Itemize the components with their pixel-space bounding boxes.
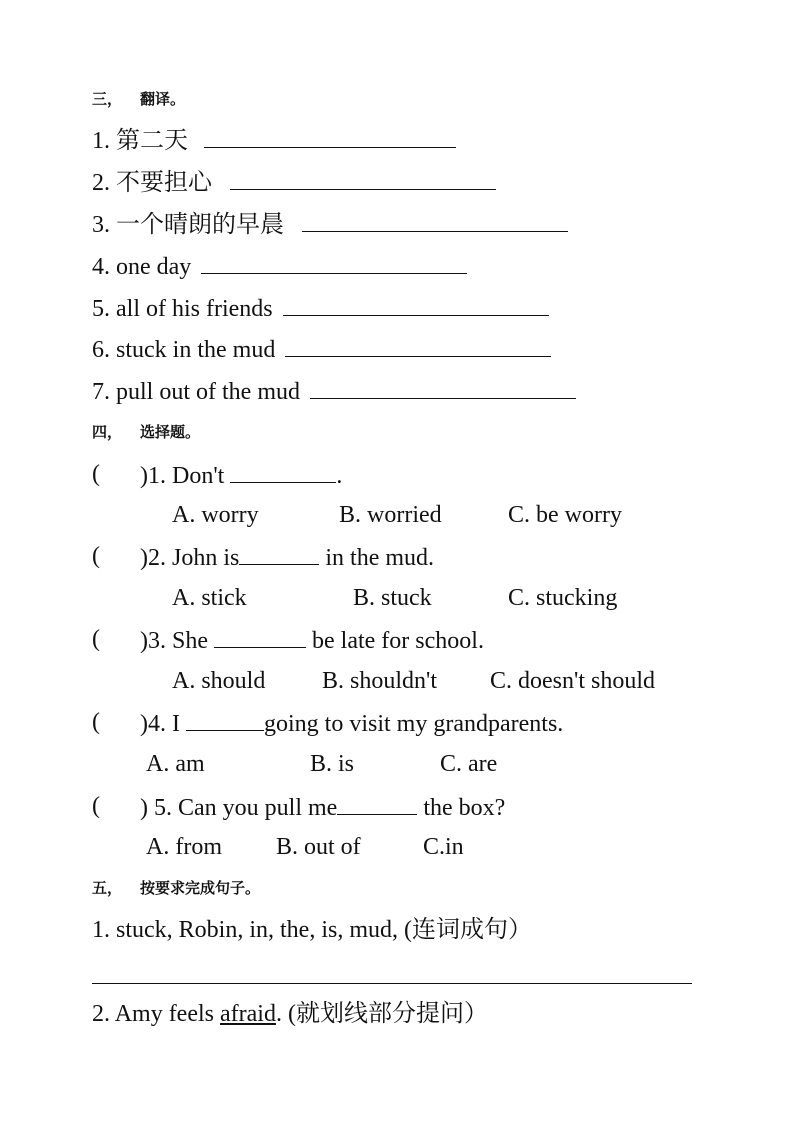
option-c[interactable]: C. be worry (508, 502, 622, 528)
answer-blank[interactable] (230, 460, 336, 483)
section-5-heading (92, 877, 260, 898)
option-b[interactable]: B. shouldn't (322, 668, 438, 694)
item-text: 不要担心 (116, 170, 212, 196)
translate-item-7 (92, 376, 576, 406)
option-c[interactable]: C. are (440, 751, 498, 777)
option-b[interactable]: B. worried (339, 502, 442, 528)
question-4 (140, 708, 563, 738)
answer-blank[interactable] (285, 334, 551, 357)
question-3 (140, 625, 484, 655)
option-a[interactable]: A. am (146, 751, 205, 777)
option-c[interactable]: C.in (423, 834, 464, 860)
question-2 (140, 542, 434, 572)
paren-close: ) (140, 463, 148, 489)
item-text: one day (116, 254, 192, 280)
answer-blank[interactable] (337, 792, 417, 815)
sentence-item-2 (92, 1000, 488, 1028)
question-stem: 1. Don't (148, 463, 225, 489)
option-a[interactable]: A. worry (172, 502, 259, 528)
translate-item-4 (92, 251, 467, 281)
item-text-end: . (就划线部分提问） (275, 1001, 488, 1027)
option-c[interactable]: C. doesn't should (490, 668, 655, 694)
paren-close: ) (140, 628, 148, 654)
answer-blank[interactable] (310, 376, 576, 399)
section-3-title: 翻译。 (140, 90, 186, 108)
answer-paren-open: ( (92, 709, 100, 735)
answer-blank[interactable] (239, 542, 319, 565)
option-b[interactable]: B. out of (276, 834, 361, 860)
option-b[interactable]: B. is (310, 751, 355, 777)
answer-paren-open: ( (92, 461, 100, 487)
answer-line[interactable] (92, 983, 692, 984)
item-number: 7. (92, 379, 110, 405)
section-4-number: 四， (92, 423, 123, 441)
paren-close: ) (140, 711, 148, 737)
answer-blank[interactable] (283, 293, 549, 316)
question-stem: 3. She (148, 628, 208, 654)
question-stem-end: the box? (417, 795, 506, 821)
item-number: 2. (92, 170, 110, 196)
section-3-heading (92, 88, 185, 109)
answer-blank[interactable] (302, 209, 568, 232)
item-number: 1. (92, 128, 110, 154)
item-number: 1. (92, 917, 110, 943)
section-4-heading (92, 421, 200, 442)
option-a[interactable]: A. stick (172, 585, 247, 611)
item-number: 5. (92, 296, 110, 322)
translate-item-2 (92, 167, 496, 197)
item-number: 3. (92, 212, 110, 238)
section-3-number: 三， (92, 90, 123, 108)
item-number: 2. (92, 1001, 110, 1027)
option-a[interactable]: A. should (172, 668, 266, 694)
option-b[interactable]: B. stuck (353, 585, 432, 611)
question-5 (140, 792, 505, 822)
answer-blank[interactable] (230, 167, 496, 190)
question-stem-end: be late for school. (306, 628, 484, 654)
option-a[interactable]: A. from (146, 834, 222, 860)
translate-item-1 (92, 125, 456, 155)
underlined-word: afraid (220, 1001, 276, 1027)
answer-blank[interactable] (186, 708, 264, 731)
question-stem-end: . (336, 463, 343, 489)
question-stem: 4. I (148, 711, 180, 737)
option-c[interactable]: C. stucking (508, 585, 618, 611)
question-stem: 2. John is (148, 545, 240, 571)
section-5-number: 五， (92, 879, 123, 897)
paren-close: ) (140, 795, 148, 821)
answer-blank[interactable] (214, 625, 306, 648)
item-text: Amy feels (114, 1001, 220, 1027)
answer-blank[interactable] (201, 251, 467, 274)
question-stem-end: in the mud. (319, 545, 435, 571)
item-text: pull out of the mud (116, 379, 300, 405)
answer-blank[interactable] (204, 125, 456, 148)
item-text: stuck, Robin, in, the, is, mud, (连词成句） (116, 917, 532, 943)
item-number: 4. (92, 254, 110, 280)
answer-paren-open: ( (92, 543, 100, 569)
item-text: all of his friends (116, 296, 273, 322)
section-5-title: 按要求完成句子。 (140, 879, 261, 897)
question-stem: 5. Can you pull me (148, 795, 338, 821)
item-number: 6. (92, 337, 110, 363)
question-1 (140, 460, 342, 490)
answer-paren-open: ( (92, 626, 100, 652)
paren-close: ) (140, 545, 148, 571)
sentence-item-1 (92, 916, 532, 944)
translate-item-5 (92, 293, 549, 323)
answer-paren-open: ( (92, 793, 100, 819)
translate-item-3 (92, 209, 568, 239)
item-text: 一个晴朗的早晨 (116, 212, 284, 238)
translate-item-6 (92, 334, 551, 364)
item-text: 第二天 (116, 128, 188, 154)
question-stem-end: going to visit my grandparents. (264, 711, 564, 737)
item-text: stuck in the mud (116, 337, 276, 363)
section-4-title: 选择题。 (140, 423, 201, 441)
